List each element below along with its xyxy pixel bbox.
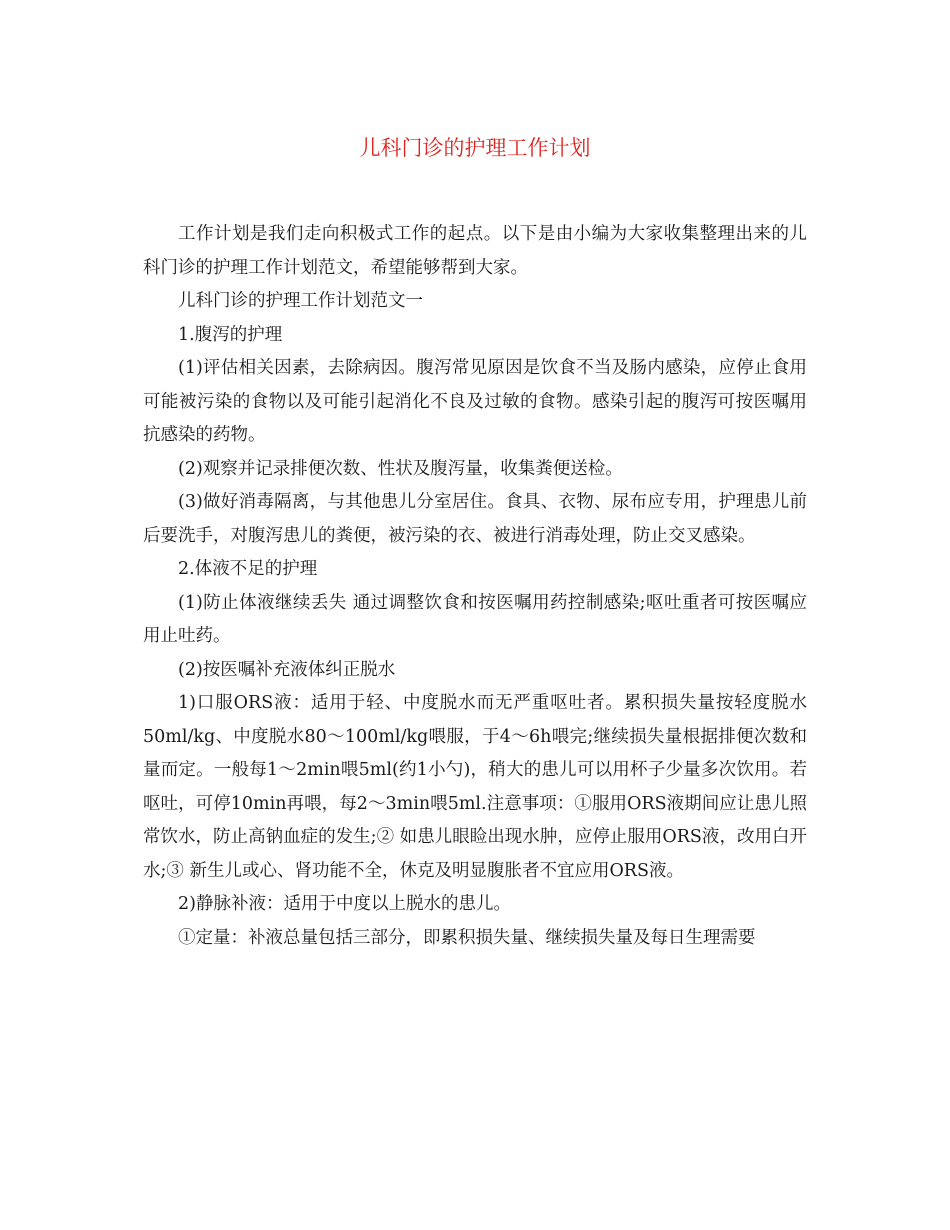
paragraph: (2)观察并记录排便次数、性状及腹泻量，收集粪便送检。 [178,458,623,479]
paragraph: (1)评估相关因素，去除病因。腹泻常见原因是饮食不当及肠内感染，应停止食用可能被污染的食物以及可能引起消化不良及过敏的食物。感染引起的腹泻可按医嘱用抗感染的药物。 [143,358,807,445]
document-body [143,218,807,955]
paragraph: (3)做好消毒隔离，与其他患儿分室居住。食具、衣物、尿布应专用，护理患儿前后要洗手，对腹泻患儿的粪便，被污染的衣、被进行消毒处理，防止交叉感染。 [143,492,807,546]
paragraph: (2)按医嘱补充液体纠正脱水 [178,659,396,680]
paragraph: ①定量：补液总量包括三部分，即累积损失量、继续损失量及每日生理需要 [178,927,756,948]
paragraph: 1)口服ORS液：适用于轻、中度脱水而无严重呕吐者。累积损失量按轻度脱水50ml/kg、中度脱水80～100ml/kg喂服，于4～6h喂完;继续损失量根据排便次数和量而定。一般每1～2min喂5ml(约1小勺)，稍大的患儿可以用杯子少量多次饮用。若呕吐，可停10min再喂，每2～3min喂5ml.注意事项：①服用ORS液期间应让患儿照常饮水，防止高钠血症的发生;② 如患儿眼睑出现水肿，应停止服用ORS液，改用白开水;③ 新生儿或心、肾功能不全，休克及明显腹胀者不宜应用ORS液。 [143,693,807,881]
paragraph: (1)防止体液继续丢失 通过调整饮食和按医嘱用药控制感染;呕吐重者可按医嘱应用止吐药。 [143,592,807,646]
section-heading: 儿科门诊的护理工作计划范文一 [178,291,423,311]
document-title: 儿科门诊的护理工作计划 [359,136,591,160]
paragraph-intro: 工作计划是我们走向积极式工作的起点。以下是由小编为大家收集整理出来的儿科门诊的护理工作计划范文，希望能够帮到大家。 [143,224,807,278]
subsection-heading: 2.体液不足的护理 [178,559,318,579]
paragraph: 2)静脉补液：适用于中度以上脱水的患儿。 [178,894,511,914]
subsection-heading: 1.腹泻的护理 [178,324,283,345]
